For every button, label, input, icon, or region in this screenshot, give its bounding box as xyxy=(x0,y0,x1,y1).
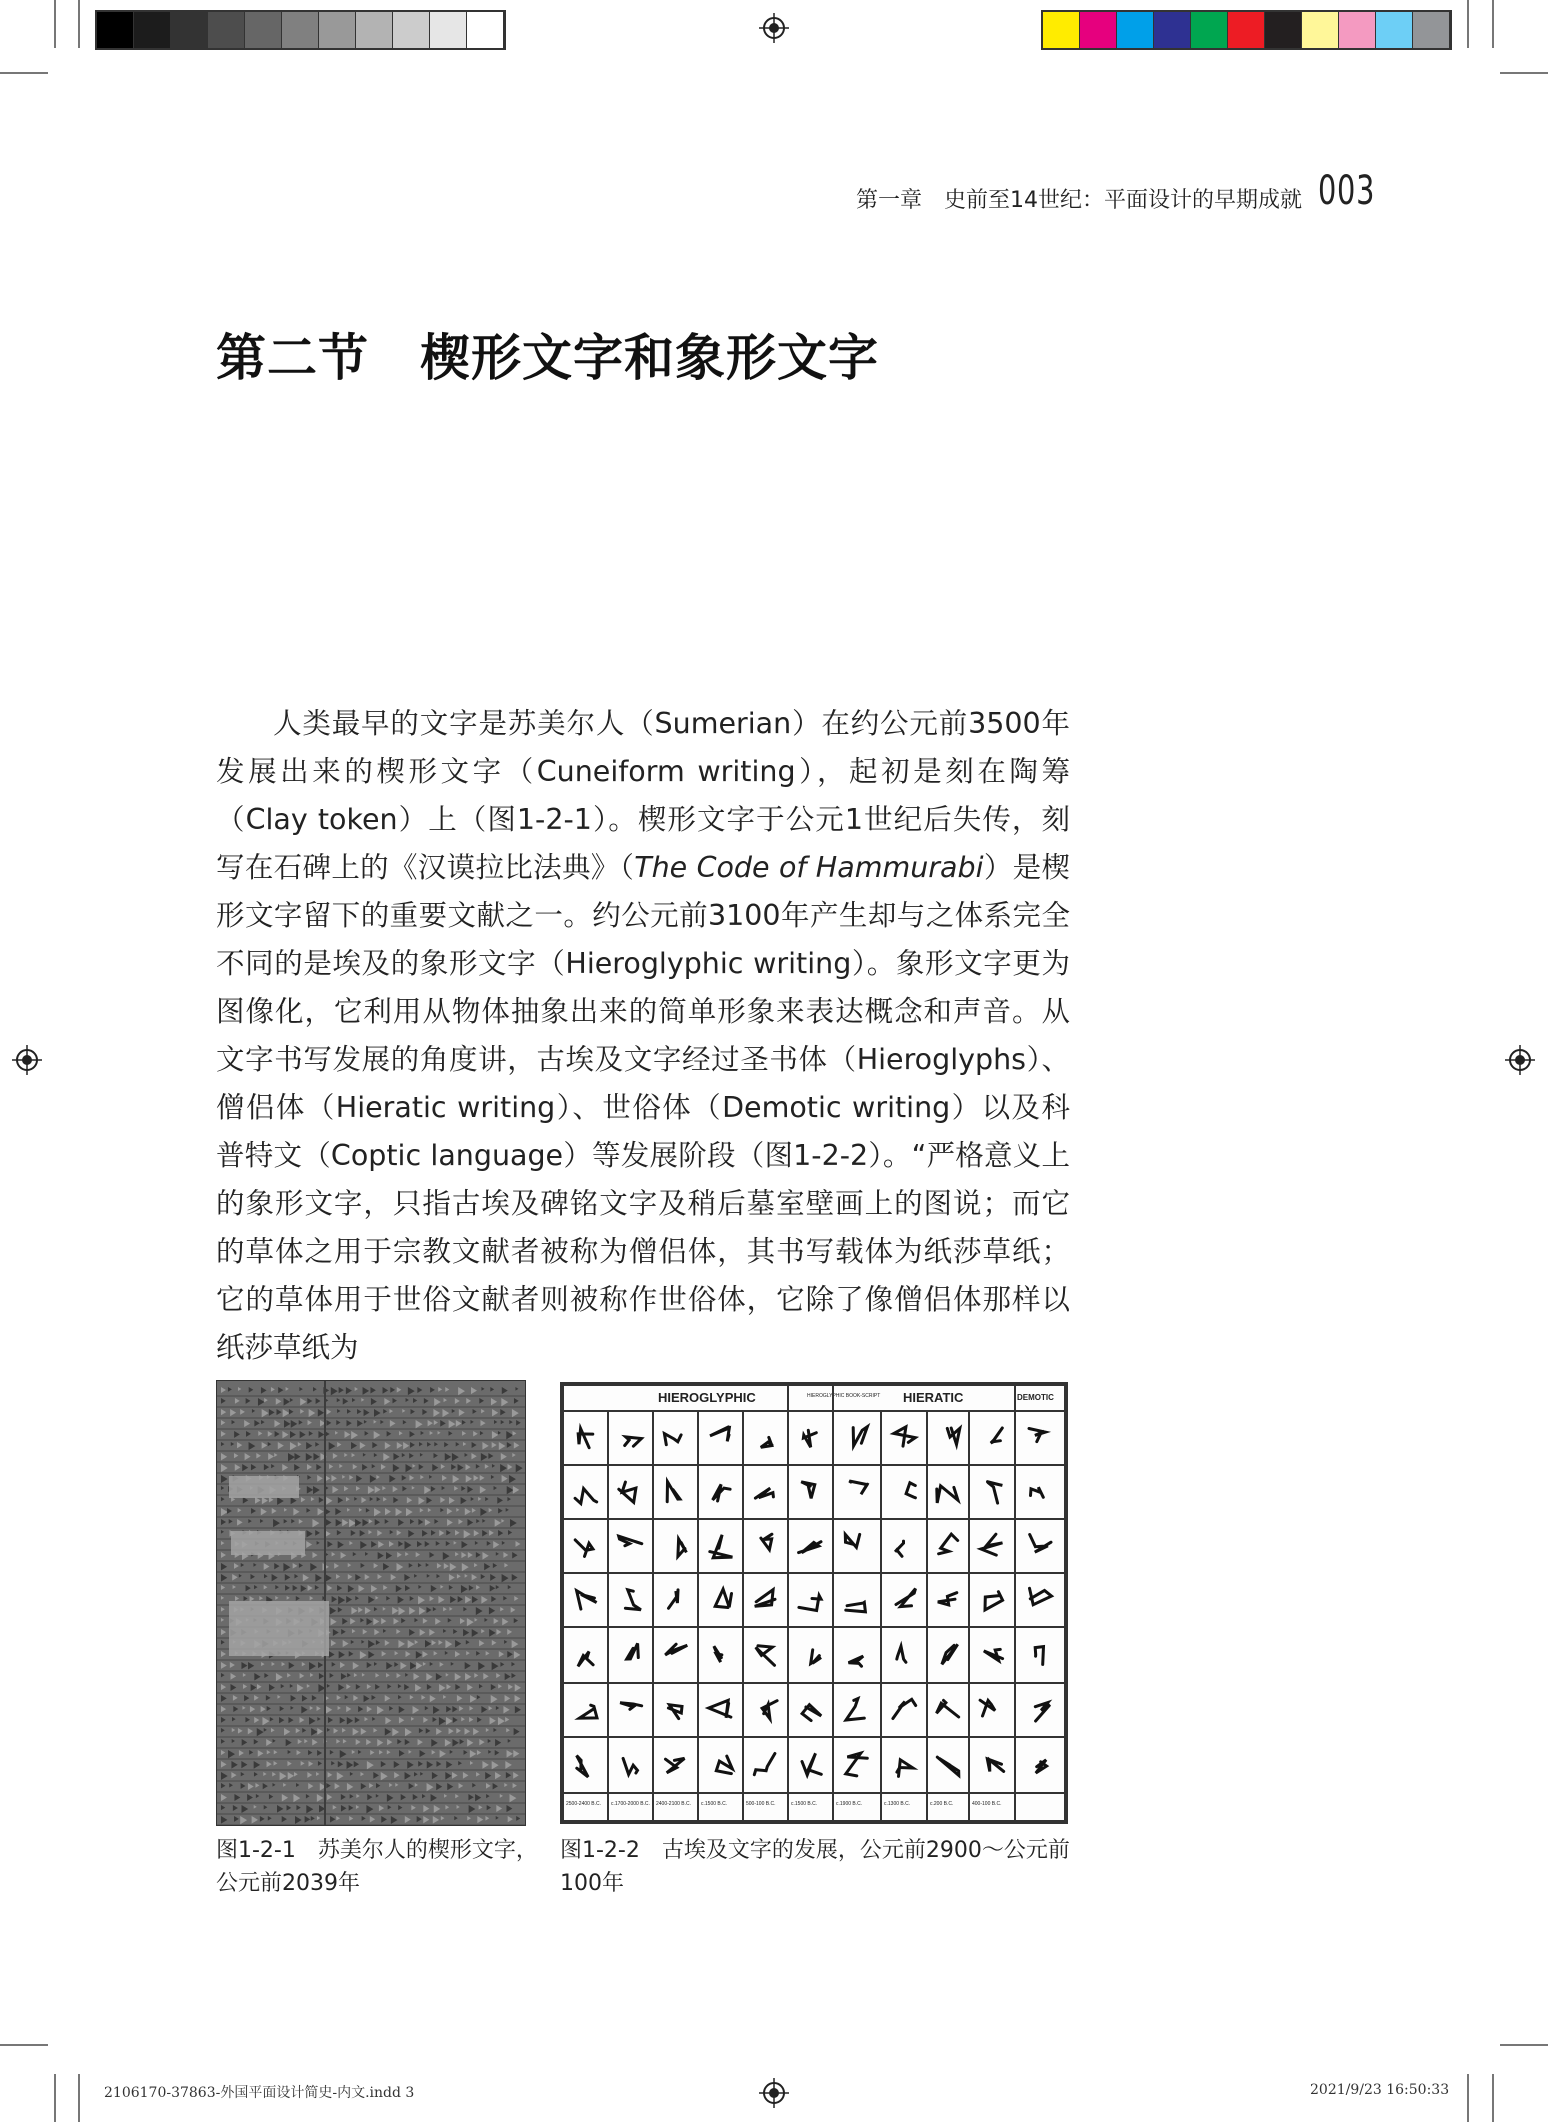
color-swatch xyxy=(1154,12,1191,48)
grayscale-swatch xyxy=(319,12,356,48)
glyph-sign xyxy=(716,1756,732,1774)
registration-mark-right-icon xyxy=(1505,1045,1535,1075)
glyph-sign xyxy=(801,1482,815,1499)
glyph-sign xyxy=(980,1700,995,1716)
color-swatch xyxy=(1302,12,1339,48)
crop-mark-top-right-v2 xyxy=(1492,0,1494,48)
glyph-sign xyxy=(846,1602,866,1612)
glyph-sign xyxy=(803,1430,816,1447)
date-label: c.1900 B.C. xyxy=(836,1801,863,1807)
crop-mark-bottom-right-v2 xyxy=(1492,2074,1494,2122)
date-label: 2400-2100 B.C. xyxy=(656,1801,692,1807)
grayscale-bar xyxy=(95,10,506,50)
glyph-sign xyxy=(802,1753,821,1775)
grayscale-swatch xyxy=(467,12,504,48)
registration-mark-bottom-icon xyxy=(759,2078,789,2108)
figure-egyptian-scripts-chart xyxy=(560,1382,1068,1824)
body-paragraph xyxy=(216,700,1070,1372)
registration-mark-top-icon xyxy=(759,13,789,43)
grayscale-swatch xyxy=(356,12,393,48)
glyph-sign xyxy=(577,1756,589,1778)
glyph-sign xyxy=(942,1644,958,1664)
glyph-sign xyxy=(627,1643,639,1659)
glyph-sign xyxy=(754,1754,775,1775)
glyph-sign xyxy=(938,1593,957,1605)
glyph-sign xyxy=(575,1489,597,1504)
body-text-part-1: 人类最早的文字是苏美尔人（Sumerian）在约公元前3500年发展出来的楔形文字（Cuneiform writing），起初是刻在陶筹（Clay token）上（图1-2-1）。楔形文字于公元1世纪后失传，刻写在石碑上的《汉谟拉比法典》（ xyxy=(216,707,1070,884)
figure-1-caption xyxy=(216,1834,538,1900)
glyph-sign xyxy=(893,1699,916,1718)
glyph-sign xyxy=(1029,1429,1045,1442)
glyph-sign xyxy=(895,1541,903,1556)
page-number: 003 xyxy=(1318,168,1376,214)
glyph-sign xyxy=(715,1589,731,1607)
glyph-sign xyxy=(981,1534,1003,1555)
grayscale-swatch xyxy=(171,12,208,48)
slug-timestamp: 2021/9/23 16:50:33 xyxy=(1310,2082,1450,2098)
date-label: c.1500 B.C. xyxy=(701,1801,728,1807)
glyph-sign xyxy=(846,1699,864,1720)
date-label: c.1500 B.C. xyxy=(791,1801,818,1807)
color-swatch xyxy=(1117,12,1154,48)
crop-mark-top-left-v xyxy=(54,0,56,48)
glyph-sign xyxy=(845,1534,859,1547)
crop-mark-bottom-right-h xyxy=(1500,2044,1548,2046)
figure-1-caption-line-1: 图1-2-1 苏美尔人的楔形文字， xyxy=(216,1838,538,1863)
glyph-sign xyxy=(849,1656,864,1666)
glyph-sign xyxy=(762,1701,777,1719)
color-bar xyxy=(1041,10,1452,50)
crop-mark-bottom-left-v2 xyxy=(78,2074,80,2122)
glyph-sign xyxy=(849,1481,867,1494)
glyph-sign xyxy=(988,1482,1003,1503)
crop-mark-top-left-v2 xyxy=(78,0,80,48)
glyph-sign xyxy=(937,1700,959,1717)
glyph-sign xyxy=(575,1540,593,1557)
figure-2-caption-line-2: 100年 xyxy=(560,1871,624,1896)
glyph-sign xyxy=(802,1705,821,1721)
glyph-sign xyxy=(756,1646,775,1666)
header-book-script: HIEROGLYPHIC BOOK-SCRIPT xyxy=(807,1393,881,1399)
glyph-sign xyxy=(1036,1760,1047,1773)
color-swatch xyxy=(1228,12,1265,48)
header-hieroglyphic: HIEROGLYPHIC xyxy=(658,1390,756,1405)
glyph-sign xyxy=(1035,1703,1050,1721)
color-swatch xyxy=(1080,12,1117,48)
figure-2-caption-line-1: 图1-2-2 古埃及文字的发展，公元前2900～公元前 xyxy=(560,1838,1070,1863)
glyph-sign xyxy=(669,1590,679,1608)
glyph-sign xyxy=(939,1534,958,1554)
glyph-sign xyxy=(668,1705,682,1719)
glyph-sign xyxy=(811,1650,821,1664)
header-hieratic: HIERATIC xyxy=(903,1390,964,1405)
registration-mark-left-icon xyxy=(12,1045,42,1075)
glyph-sign xyxy=(577,1591,597,1609)
cuneiform-tablet-image xyxy=(217,1381,525,1825)
color-swatch xyxy=(1339,12,1376,48)
color-swatch xyxy=(1265,12,1302,48)
glyph-sign xyxy=(619,1482,636,1502)
glyph-sign xyxy=(623,1758,637,1774)
glyph-sign xyxy=(937,1486,958,1503)
glyph-sign xyxy=(1030,1588,1052,1604)
glyph-sign xyxy=(1035,1647,1043,1665)
crop-mark-top-left-h xyxy=(0,72,48,74)
color-swatch xyxy=(1413,12,1450,48)
glyph-sign xyxy=(755,1488,773,1498)
glyph-sign xyxy=(710,1535,733,1558)
grayscale-swatch xyxy=(393,12,430,48)
running-header-chapter: 第一章 史前至14世纪：平面设计的早期成就 xyxy=(856,188,1302,213)
glyph-sign xyxy=(666,1758,685,1772)
crop-mark-top-right-v xyxy=(1467,0,1469,48)
grayscale-swatch xyxy=(282,12,319,48)
glyph-sign xyxy=(620,1703,642,1710)
glyph-sign xyxy=(947,1428,960,1444)
grayscale-swatch xyxy=(97,12,134,48)
crop-mark-bottom-left-v xyxy=(54,2074,56,2122)
body-text-italic-title: The Code of Hammurabi xyxy=(634,851,984,884)
glyph-sign xyxy=(665,1644,687,1655)
section-title: 第二节 楔形文字和象形文字 xyxy=(216,329,879,387)
figure-cuneiform-tablet xyxy=(216,1380,526,1826)
glyph-sign xyxy=(761,1534,772,1550)
glyph-sign xyxy=(761,1437,772,1447)
egyptian-scripts-image xyxy=(563,1385,1065,1821)
glyph-sign xyxy=(709,1700,731,1718)
date-label: 500-100 B.C. xyxy=(746,1801,776,1807)
grayscale-swatch xyxy=(430,12,467,48)
body-text-part-2: ）是楔形文字留下的重要文献之一。约公元前3100年产生却与之体系完全不同的是埃及的象形文字（Hieroglyphic writing）。象形文字更为图像化，它利用从物体抽象出来的简单形象来表达概念和声音。从文字书写发展的角度讲，古埃及文字经过圣书体（Hieroglyphs）、僧侣体（Hieratic writing）、世俗体（Demotic writing）以及科普特文（Coptic language）等发展阶段（图1-2-2）。“严格意义上的象形文字，只指古埃及碑铭文字及稍后墓室壁画上的图说；而它的草体之用于宗教文献者被称为僧侣体，其书写载体为纸莎草纸；它的草体用于世俗文献者则被称作世俗体，它除了像僧侣体那样以纸莎草纸为 xyxy=(216,851,1070,1364)
date-label: c.200 B.C. xyxy=(930,1801,954,1807)
crop-mark-top-right-h xyxy=(1500,72,1548,74)
slug-file-name: 2106170-37863-外国平面设计简史-内文.indd 3 xyxy=(104,2085,415,2101)
date-label: 2500-2400 B.C. xyxy=(566,1801,602,1807)
glyph-sign xyxy=(664,1434,681,1445)
glyph-sign xyxy=(799,1542,821,1553)
glyph-sign xyxy=(578,1652,593,1667)
glyph-sign xyxy=(897,1760,913,1777)
color-swatch xyxy=(1043,12,1080,48)
glyph-sign xyxy=(678,1539,687,1556)
figure-1-caption-line-2: 公元前2039年 xyxy=(216,1871,360,1896)
grayscale-swatch xyxy=(208,12,245,48)
color-swatch xyxy=(1191,12,1228,48)
grayscale-swatch xyxy=(245,12,282,48)
crop-mark-bottom-left-h xyxy=(0,2044,48,2046)
date-label: c.1700-2000 B.C. xyxy=(611,1801,650,1807)
glyph-sign xyxy=(1030,1535,1051,1553)
glyph-sign xyxy=(991,1428,1003,1443)
glyph-sign xyxy=(984,1649,1003,1660)
glyph-sign xyxy=(713,1484,731,1501)
glyph-sign xyxy=(897,1646,906,1662)
glyph-sign xyxy=(625,1437,642,1446)
glyph-sign xyxy=(714,1646,722,1662)
glyph-sign xyxy=(667,1482,680,1502)
glyph-sign xyxy=(846,1753,868,1776)
glyph-sign xyxy=(755,1590,775,1607)
date-label: c.1300 B.C. xyxy=(884,1801,911,1807)
glyph-sign xyxy=(896,1589,916,1607)
glyph-sign xyxy=(1031,1487,1044,1497)
glyph-sign xyxy=(799,1596,821,1611)
crop-mark-bottom-right-v xyxy=(1467,2074,1469,2122)
glyph-sign xyxy=(625,1590,641,1610)
glyph-sign xyxy=(985,1592,1003,1610)
glyph-sign xyxy=(619,1536,642,1546)
date-label: 400-100 B.C. xyxy=(972,1801,1002,1807)
glyph-sign xyxy=(987,1759,1003,1772)
glyph-sign xyxy=(853,1427,867,1446)
glyph-sign xyxy=(906,1483,915,1498)
body-text xyxy=(216,700,1070,1372)
glyph-sign xyxy=(894,1427,915,1446)
header-demotic: DEMOTIC xyxy=(1017,1393,1054,1402)
figure-2-caption xyxy=(560,1834,1070,1900)
glyph-sign xyxy=(710,1427,729,1441)
glyph-sign xyxy=(578,1429,593,1448)
color-swatch xyxy=(1376,12,1413,48)
glyph-sign xyxy=(937,1757,959,1775)
grayscale-swatch xyxy=(134,12,171,48)
glyph-sign xyxy=(579,1705,597,1718)
